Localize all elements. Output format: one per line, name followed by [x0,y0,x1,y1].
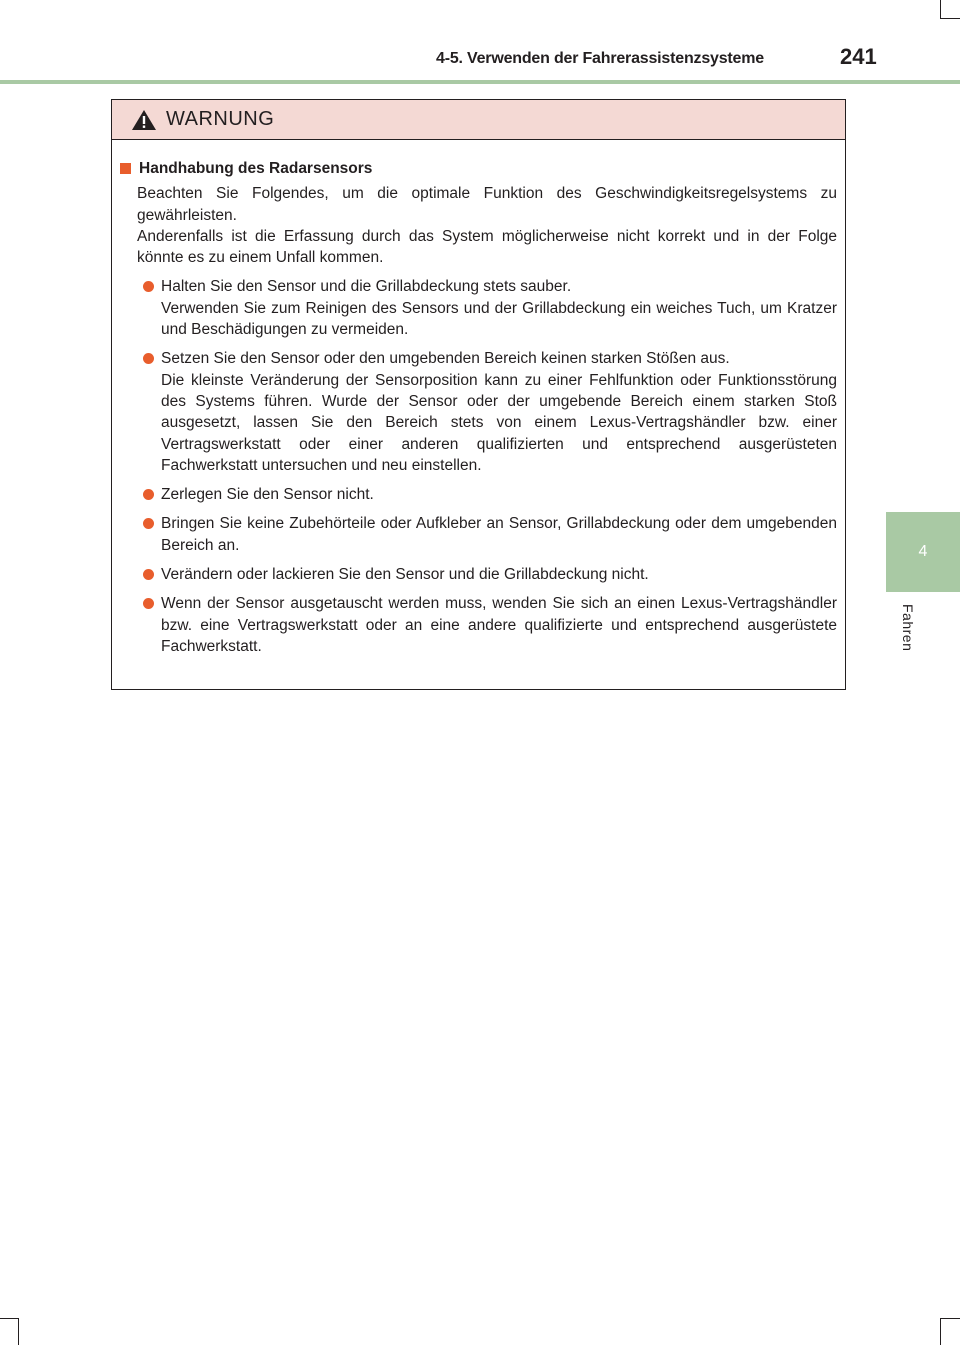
round-bullet-icon [143,518,154,529]
round-bullet-icon [143,353,154,364]
round-bullet-icon [143,569,154,580]
warning-header [112,100,845,140]
crop-mark-right-top [940,18,960,19]
list-item [120,593,837,657]
warning-box [111,99,846,690]
warning-body [112,140,845,657]
subheading-text: Handhabung des Radarsensors [139,160,373,177]
round-bullet-icon [143,489,154,500]
list-item-line: Verändern oder lackieren Sie den Sensor und die Grillabdeckung nicht. [161,566,649,584]
section-title: 4-5. Verwenden der Fahrerassistenzsysteme [436,50,764,67]
list-item-line: Halten Sie den Sensor und die Grillabdeckung stets sauber. [161,278,572,296]
round-bullet-icon [143,281,154,292]
list-item [120,564,837,585]
crop-mark-top [940,0,941,18]
list-item [120,348,837,476]
crop-mark-left-bottom [0,1318,18,1319]
chapter-tab [886,512,960,592]
intro-paragraph-2: Anderenfalls ist die Erfassung durch das System möglicherweise nicht korrekt und in der Folge könnte es zu einem Unfall kommen. [137,227,837,267]
header-rule [0,80,960,84]
warning-title: WARNUNG [166,108,275,130]
chapter-number: 4 [918,543,928,560]
list-item-line: Setzen Sie den Sensor oder den umgebenden Bereich keinen starken Stößen aus. [161,350,730,368]
list-item-line: Verwenden Sie zum Reinigen des Sensors und der Grillabdeckung ein weiches Tuch, um Kratzer und Beschädigungen zu vermeiden. [161,299,837,339]
intro-paragraph-1: Beachten Sie Folgendes, um die optimale Funktion des Geschwindigkeitsregelsystems zu gewährleisten. [137,185,837,224]
crop-mark-right-bottom [940,1318,960,1319]
list-item [120,276,837,340]
list-item-line: Bringen Sie keine Zubehörteile oder Aufkleber an Sensor, Grillabdeckung oder dem umgebenden Bereich an. [161,515,837,554]
warning-subheading [120,158,837,179]
list-item-line: Zerlegen Sie den Sensor nicht. [161,486,374,504]
crop-mark-left-bottom-v [18,1318,19,1345]
list-item-line: Wenn der Sensor ausgetauscht werden muss, wenden Sie sich an einen Lexus-Vertragshändler bzw. eine Vertragswerkstatt oder an eine andere qualifizierte und entsprechend ausgerüstete Fachwerkstatt. [161,595,837,655]
chapter-label: Fahren [900,604,916,652]
page-number: 241 [840,44,877,69]
round-bullet-icon [143,598,154,609]
list-item-line: Die kleinste Veränderung der Sensorposition kann zu einer Fehlfunktion oder Funktionsstörung des Systems führen. Wurde der Sensor oder der umgebende Bereich einem starken Stoß ausgesetzt, lassen Sie den Bereich stets von einem Lexus-Vertragshändler bzw. einer Vertragswerkstatt oder einer anderen qualifizierten und entsprechend ausgerüsteten Fachwerkstatt untersuchen und neu einstellen. [161,371,837,474]
square-bullet-icon [120,163,131,174]
crop-mark-bottom [940,1318,941,1345]
warning-triangle-icon [131,109,157,131]
list-item [120,484,837,505]
list-item [120,513,837,556]
